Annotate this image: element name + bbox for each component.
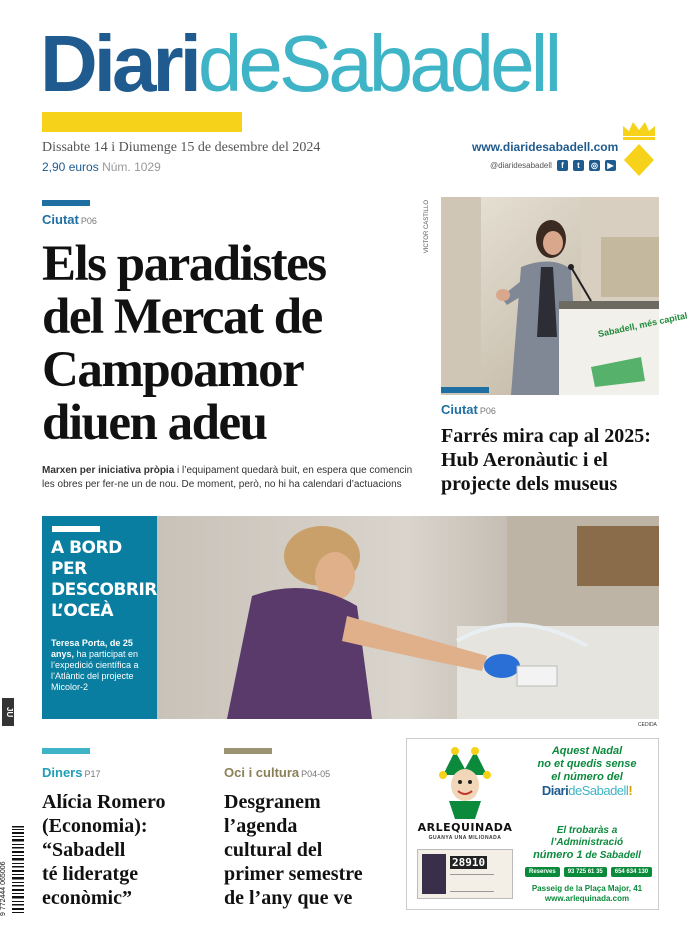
headline-line: Hub Aeronàutic i el <box>441 449 608 471</box>
arlequinada-ad[interactable] <box>406 738 659 910</box>
section-bar-ciutat-2 <box>441 387 489 393</box>
oci-headline[interactable] <box>224 790 399 910</box>
masthead-logo[interactable] <box>40 19 559 108</box>
banner-title <box>51 538 157 622</box>
facebook-icon[interactable]: f <box>557 160 568 171</box>
scientist-lab-photo <box>157 516 659 719</box>
price: 2,90 euros <box>42 160 99 174</box>
phone-1[interactable]: 93 725 61 35 <box>564 867 607 877</box>
section-name: Ciutat <box>441 402 478 417</box>
jester-icon <box>435 745 495 819</box>
ad-message-2 <box>519 825 655 862</box>
website-link[interactable]: www.diaridesabadell.com <box>472 140 619 154</box>
logo-de: de <box>197 19 279 108</box>
logo-diari: Diari <box>40 19 198 108</box>
page-ref: P04-05 <box>301 769 331 779</box>
ad-address <box>519 884 655 904</box>
headline-line: del Mercat de <box>42 289 322 345</box>
page-ref: P06 <box>80 216 97 226</box>
headline-line: diuen adeu <box>42 395 267 451</box>
ad-address-line: Passeig de la Plaça Major, 41 <box>531 884 643 893</box>
banner-bar <box>52 526 100 532</box>
headline-line: primer semestre <box>224 863 363 885</box>
instagram-icon[interactable]: ◎ <box>589 160 600 171</box>
banner-caption <box>51 638 153 693</box>
headline-line: econòmic” <box>42 887 132 909</box>
edition-date: Dissabte 14 i Diumenge 15 de desembre del 2024 <box>42 140 321 155</box>
reserves-pill: Reserves <box>525 867 560 877</box>
lottery-ticket <box>417 849 513 899</box>
sabadell-crest-icon <box>619 118 659 178</box>
ad-brand: ARLEQUINADA <box>417 821 513 834</box>
section-bar-oci <box>224 748 272 754</box>
section-label-diners[interactable] <box>42 765 100 780</box>
section-name: Diners <box>42 765 83 780</box>
twitter-icon[interactable]: t <box>573 160 584 171</box>
section-label-ciutat[interactable] <box>42 212 97 227</box>
masthead-yellow-bar <box>42 112 242 132</box>
section-name: Ciutat <box>42 212 79 227</box>
issue-number: Núm. 1029 <box>102 160 161 174</box>
barcode-digits: 9 772444 065006 <box>0 861 7 916</box>
ad-diari-logo: DiarideSabadell! <box>541 783 633 798</box>
headline-line: té lideratge <box>42 863 139 885</box>
main-subheadline <box>42 464 422 492</box>
section-label-oci[interactable] <box>224 765 330 780</box>
sub-rest: i l’equipament quedarà buit, en espera que comencin les obres per fer-ne un de nou. De moment, però, no hi ha calendari d’actuacions <box>42 465 413 490</box>
headline-line: projecte dels museus <box>441 473 618 495</box>
section-name: Oci i cultura <box>224 765 300 780</box>
photo-credit: VÍCTOR CASTILLO <box>424 200 430 254</box>
ad-line: l’Administració <box>550 837 624 848</box>
section-label-ciutat-2[interactable] <box>441 402 496 417</box>
ocean-feature-banner[interactable] <box>42 516 659 719</box>
ad-tagline: GUANYA UNA MILIONADA <box>428 835 502 841</box>
headline-line: Alícia Romero <box>42 791 166 813</box>
section-bar-ciutat <box>42 200 90 206</box>
price-issue-line <box>42 160 161 174</box>
sub-bold: Marxen per iniciativa pròpia <box>42 465 175 476</box>
ad-web[interactable]: www.arlequinada.com <box>544 894 630 903</box>
headline-line: Campoamor <box>42 342 304 398</box>
banner-title-line: DESCOBRIR <box>51 580 157 600</box>
ad-line: de Sabadell <box>582 850 641 861</box>
ticket-lines <box>450 874 494 892</box>
page-ref: P06 <box>479 406 496 416</box>
headline-line: “Sabadell <box>42 839 126 861</box>
ad-line: no et quedis sense <box>537 758 637 770</box>
banner-text-panel <box>42 516 157 719</box>
main-headline[interactable] <box>42 238 422 450</box>
banner-title-line: L’OCEÀ <box>51 601 114 621</box>
page-ref: P17 <box>84 769 101 779</box>
banner-title-line: A BORD PER <box>51 538 122 579</box>
ticket-image <box>422 854 446 894</box>
banner-caption-bold: Teresa Porta, de 25 anys, <box>51 638 133 659</box>
podium-text: Sabadell, més capital <box>597 310 689 340</box>
section-bar-diners <box>42 748 90 754</box>
edge-tag: JU <box>2 698 14 726</box>
ad-contact <box>525 867 652 877</box>
phone-2[interactable]: 654 634 130 <box>611 867 652 877</box>
headline-line: cultural del <box>224 839 323 861</box>
mayor-speech-photo[interactable] <box>441 197 689 395</box>
ad-line: Aquest Nadal <box>551 745 623 757</box>
ad-line: El trobaràs a <box>556 825 618 836</box>
barcode <box>0 826 26 916</box>
diners-headline[interactable] <box>42 790 202 910</box>
side-headline[interactable] <box>441 424 666 496</box>
ad-line: número 1 <box>533 849 583 861</box>
social-links <box>490 160 616 171</box>
logo-sabadell: Sabadell <box>278 19 559 108</box>
social-handle: @diaridesabadell <box>490 161 552 170</box>
banner-photo-credit: CEDIDA <box>638 722 657 728</box>
headline-line: (Economia): <box>42 815 148 837</box>
headline-line: l’agenda <box>224 815 298 837</box>
youtube-icon[interactable]: ▶ <box>605 160 616 171</box>
ticket-number: 28910 <box>452 856 486 869</box>
ad-message <box>519 745 655 797</box>
headline-line: Desgranem <box>224 791 321 813</box>
banner-caption-rest: ha participat en l’expedició científica a l’Atlàntic del projecte Micolor-2 <box>51 649 139 692</box>
headline-line: Farrés mira cap al 2025: <box>441 425 651 447</box>
headline-line: Els paradistes <box>42 236 326 292</box>
headline-line: de l’any que ve <box>224 887 353 909</box>
ad-line: el número del <box>551 771 623 783</box>
